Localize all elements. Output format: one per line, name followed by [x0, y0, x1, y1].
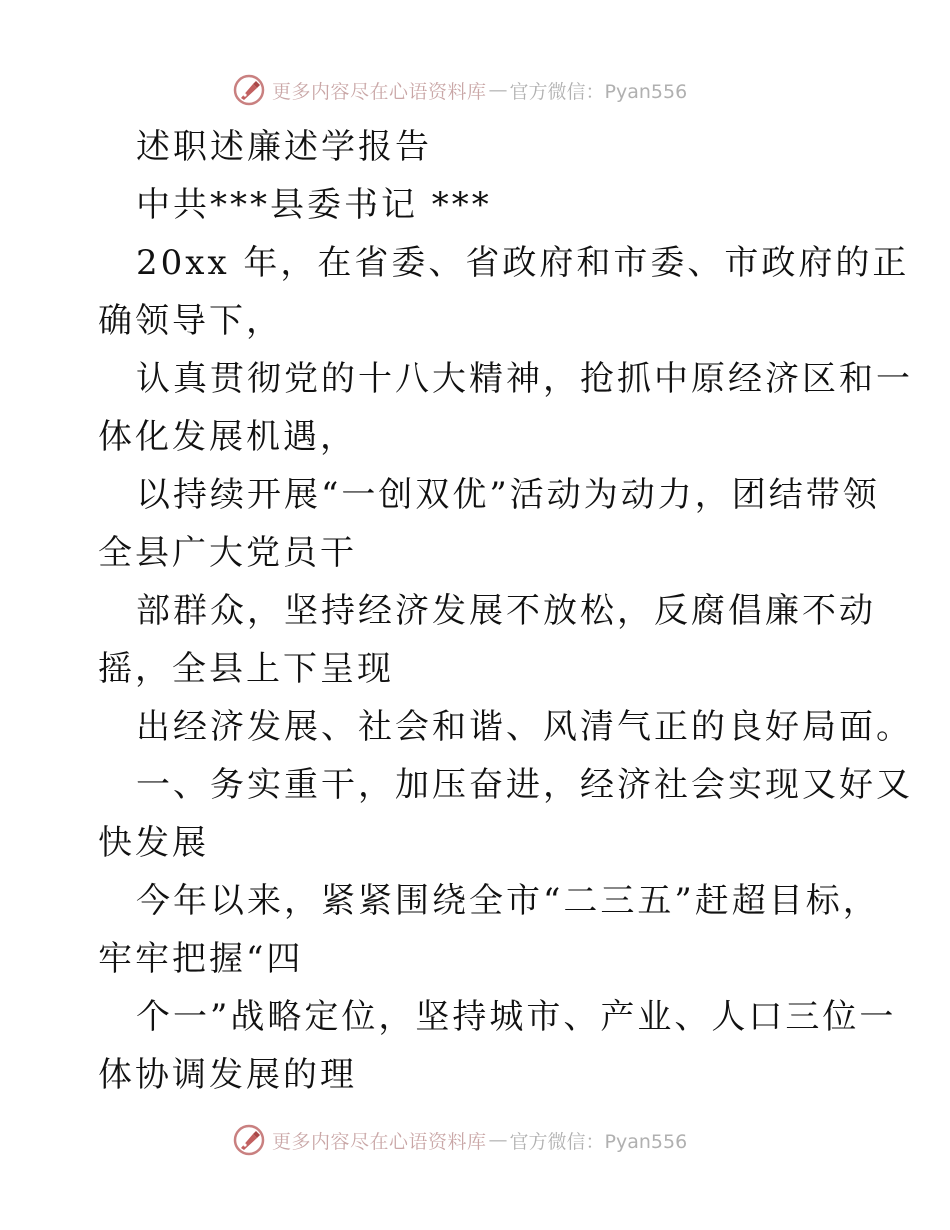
- paragraph-line: 确领导下，: [98, 301, 283, 341]
- document-body: [98, 118, 913, 1104]
- paragraph-line: 体协调发展的理: [98, 1055, 357, 1095]
- paragraph-line: 个一”战略定位，坚持城市、产业、人口三位一: [136, 997, 897, 1037]
- paragraph-line: 今年以来，紧紧围绕全市“二三五”赶超目标，: [136, 881, 880, 921]
- watermark-brand-text: 更多内容尽在心语资料库: [272, 80, 487, 103]
- document-title: 述职述廉述学报告: [136, 127, 432, 167]
- paragraph-line: 摇，全县上下呈现: [98, 649, 394, 689]
- paragraph-line: 全县广大党员干: [98, 533, 357, 573]
- section-heading-line: 快发展: [98, 823, 209, 863]
- watermark-separator: —: [488, 79, 508, 101]
- section-heading-line: 一、务实重干，加压奋进，经济社会实现又好又: [136, 765, 913, 805]
- paragraph-line: 认真贯彻党的十八大精神，抢抓中原经济区和一: [136, 359, 913, 399]
- paragraph-line: 牢牢把握“四: [98, 939, 304, 979]
- watermark-wechat-text: 官方微信：Pyan556: [509, 1130, 688, 1153]
- pen-nib-circle-icon: [232, 1123, 266, 1157]
- paragraph-line: 部群众，坚持经济发展不放松，反腐倡廉不动: [136, 591, 876, 631]
- paragraph-line: 以持续开展“一创双优”活动为动力，团结带领: [136, 475, 880, 515]
- document-author: 中共***县委书记 ***: [136, 185, 492, 225]
- watermark-separator: —: [488, 1129, 508, 1151]
- paragraph-line: 体化发展机遇，: [98, 417, 357, 457]
- watermark-wechat-text: 官方微信：Pyan556: [509, 80, 688, 103]
- pen-nib-circle-icon: [232, 73, 266, 107]
- watermark-brand-text: 更多内容尽在心语资料库: [272, 1130, 487, 1153]
- header-watermark: [232, 72, 732, 108]
- paragraph-line: 20xx 年，在省委、省政府和市委、市政府的正: [136, 243, 910, 283]
- footer-watermark: [232, 1122, 732, 1158]
- paragraph-line: 出经济发展、社会和谐、风清气正的良好局面。: [136, 707, 913, 747]
